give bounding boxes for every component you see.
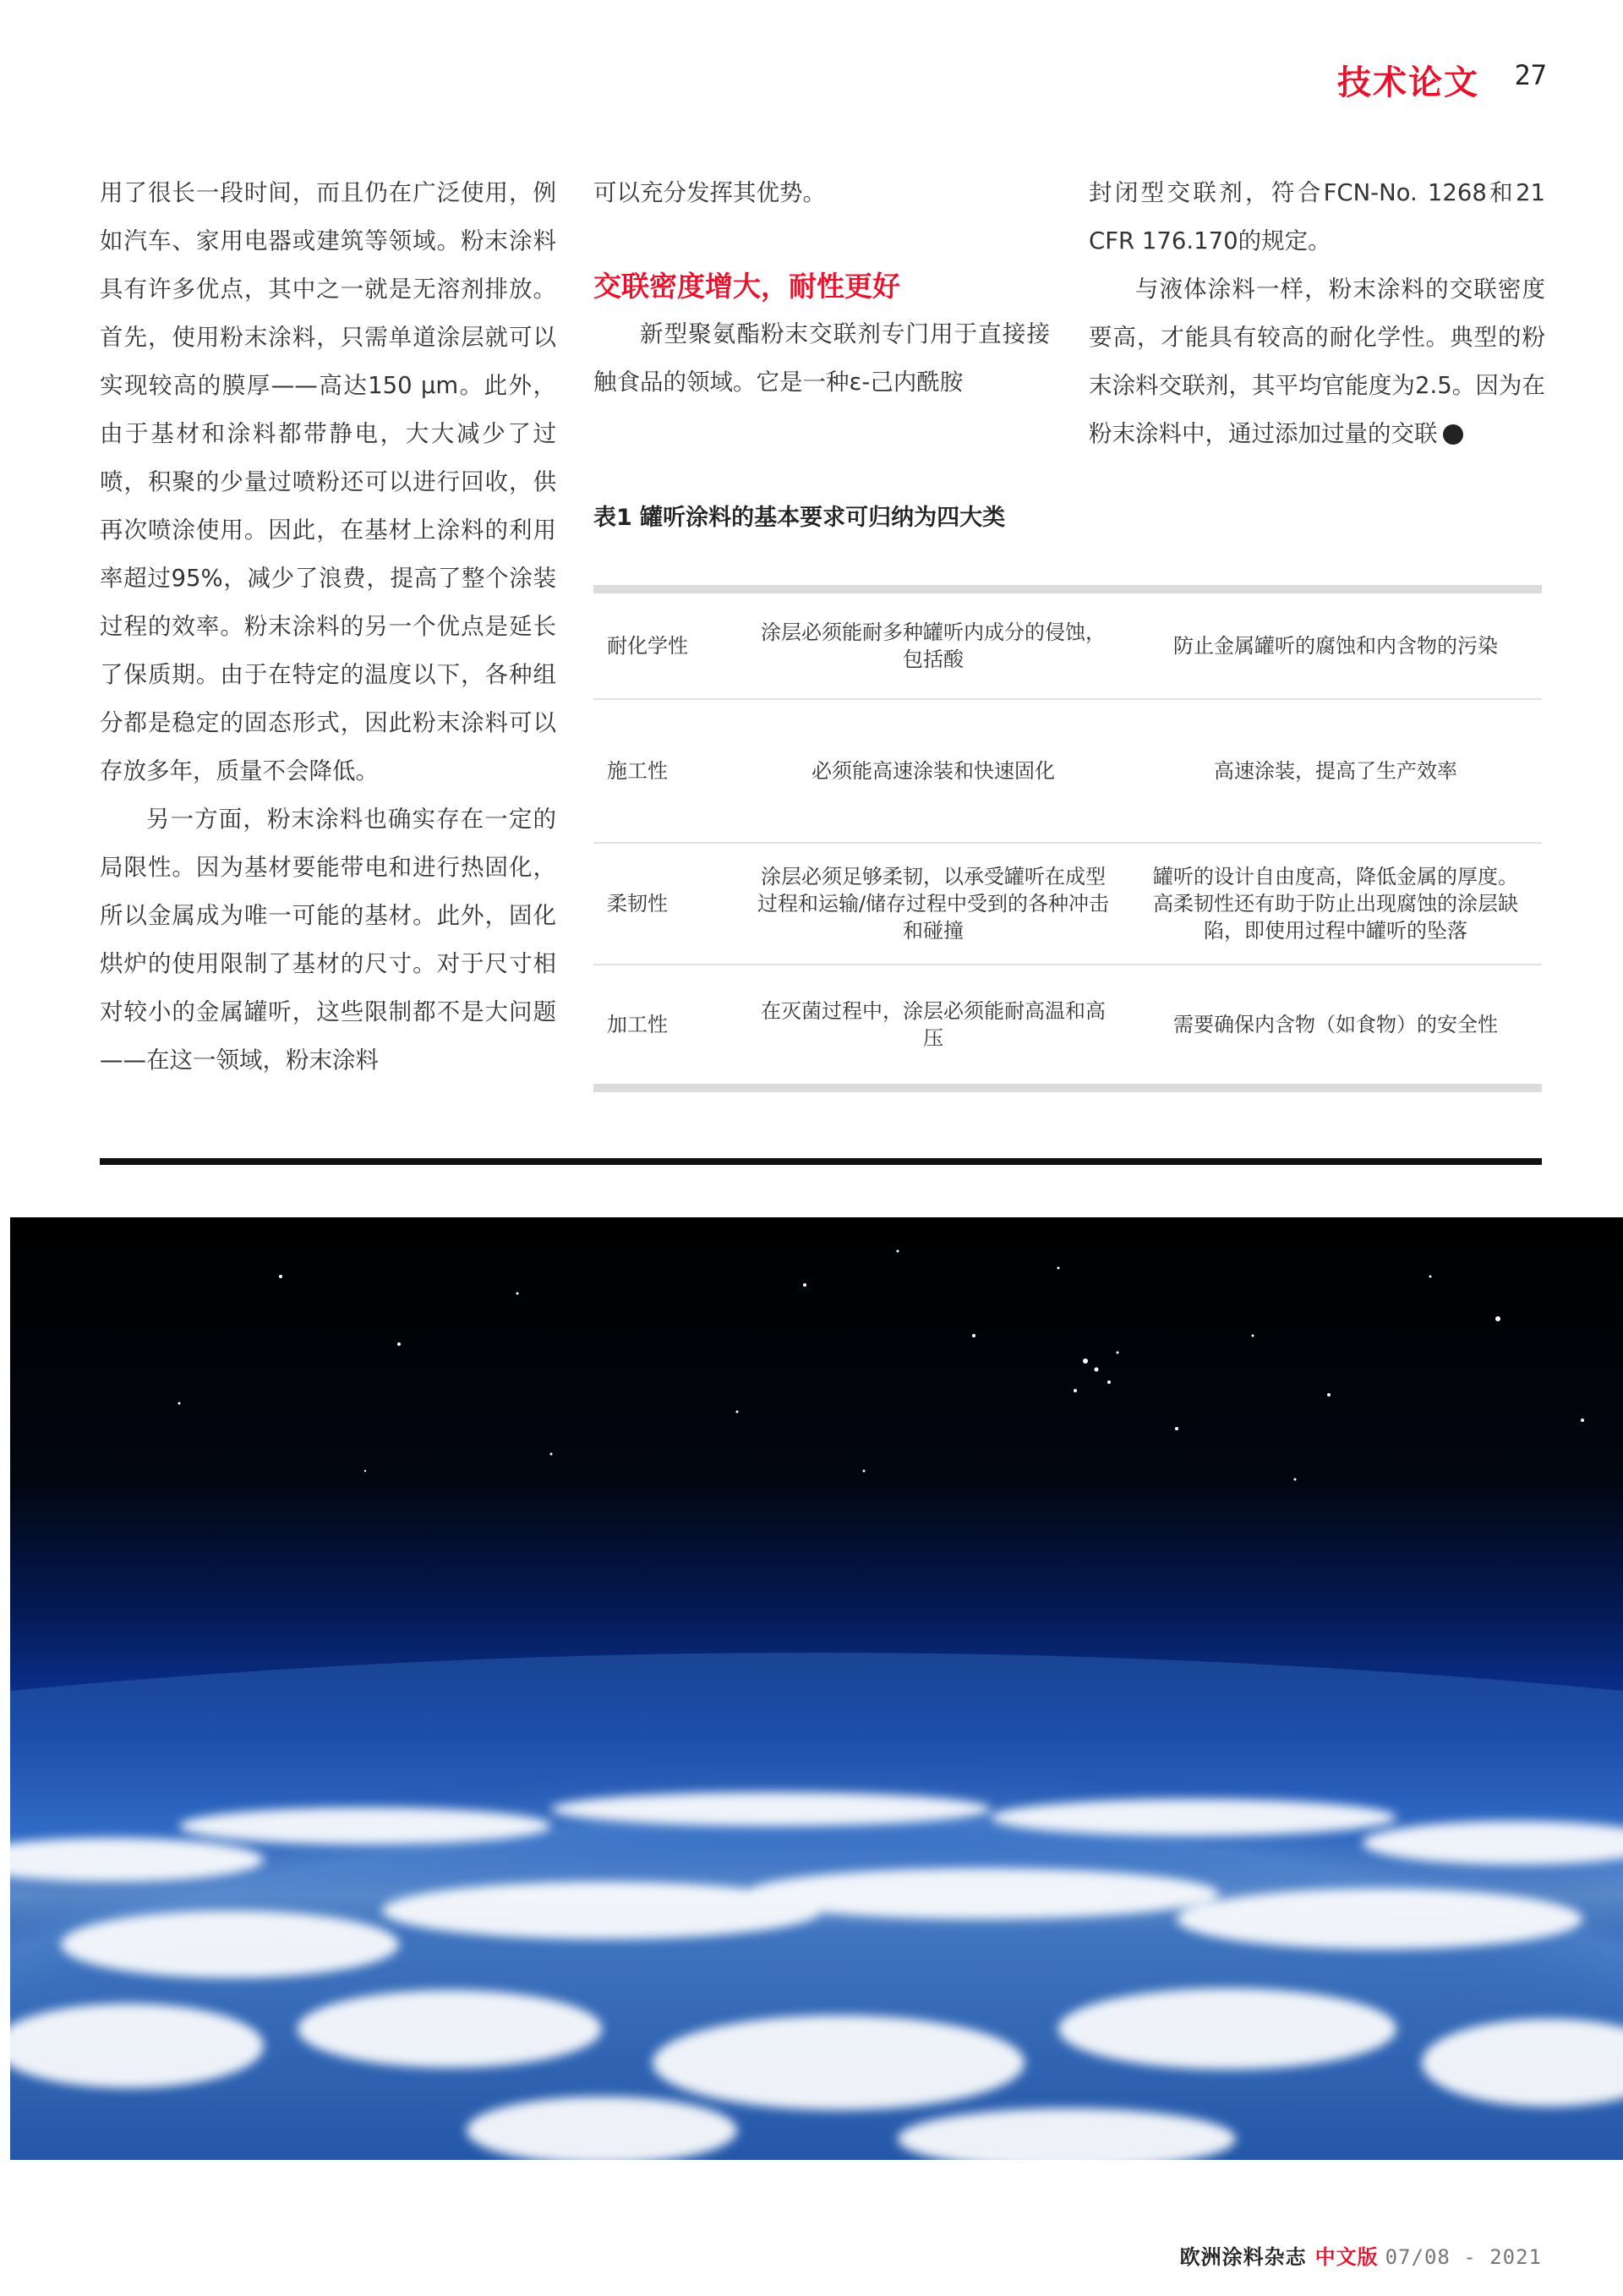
column-2-paragraph: 新型聚氨酯粉末交联剂专门用于直接接触食品的领域。它是一种ε-己内酰胺 xyxy=(593,320,1050,396)
table-row xyxy=(593,965,1542,1084)
table-cell-benefit: 防止金属罐听的腐蚀和内含物的污染 xyxy=(1173,634,1498,658)
footer xyxy=(1180,2240,1542,2270)
column-2 xyxy=(593,169,1050,407)
table-cell-category: 施工性 xyxy=(607,759,668,783)
edition-label: 中文版 xyxy=(1314,2245,1379,2269)
table-caption: 表1 罐听涂料的基本要求可归纳为四大类 xyxy=(593,505,1006,531)
table-cell-benefit: 需要确保内含物（如食物）的安全性 xyxy=(1173,1013,1498,1036)
arrow-right-circle-icon: › xyxy=(1443,424,1463,445)
column-1-paragraph-2: 另一方面，粉末涂料也确实存在一定的局限性。因为基材要能带电和进行热固化，所以金属成为唯一可能的基材。此外，固化烘炉的使用限制了基材的尺寸。对于尺寸相对较小的金属罐听，这些限制都不是大问题——在这一领域，粉末涂料 xyxy=(100,806,556,1074)
table-cell-requirement: 在灭菌过程中，涂层必须能耐高温和高压 xyxy=(761,999,1106,1050)
section-divider xyxy=(100,1158,1542,1165)
column-1 xyxy=(100,169,556,1085)
column-3-paragraph-2-text: 与液体涂料一样，粉末涂料的交联密度要高，才能具有较高的耐化学性。典型的粉末涂料交联剂，其平均官能度为2.5。因为在粉末涂料中，通过添加过量的交联 xyxy=(1089,276,1545,447)
table-cell-category: 柔韧性 xyxy=(607,892,668,916)
table-row xyxy=(593,700,1542,844)
table-row xyxy=(593,844,1542,965)
table-cell-requirement: 涂层必须能耐多种罐听内成分的侵蚀，包括酸 xyxy=(761,620,1106,671)
column-1-paragraph-1: 用了很长一段时间，而且仍在广泛使用，例如汽车、家用电器或建筑等领域。粉末涂料具有许多优点，其中之一就是无溶剂排放。首先，使用粉末涂料，只需单道涂层就可以实现较高的膜厚——高达150 µm。此外，由于基材和涂料都带静电，大大减少了过喷，积聚的少量过喷粉还可以进行回收，供再次喷涂使用。因此，在基材上涂料的利用率超过95%，减少了浪费，提高了整个涂装过程的效率。粉末涂料的另一个优点是延长了保质期。由于在特定的温度以下，各种组分都是稳定的固态形式，因此粉末涂料可以存放多年，质量不会降低。 xyxy=(100,179,556,784)
table-cell-requirement: 必须能高速涂装和快速固化 xyxy=(812,759,1055,783)
table-cell-category: 耐化学性 xyxy=(607,634,688,658)
column-2-intro: 可以充分发挥其优势。 xyxy=(593,179,826,206)
column-3-paragraph-1: 封闭型交联剂，符合FCN-No. 1268和21 CFR 176.170的规定。 xyxy=(1089,179,1545,254)
table-cell-benefit: 罐听的设计自由度高，降低金属的厚度。高柔韧性还有助于防止出现腐蚀的涂层缺陷，即使用过程中罐听的坠落 xyxy=(1153,865,1518,943)
page-number: 27 xyxy=(1514,59,1547,91)
table-cell-requirement: 涂层必须足够柔韧，以承受罐听在成型过程和运输/储存过程中受到的各种冲击和碰撞 xyxy=(757,865,1110,943)
requirements-table xyxy=(593,585,1542,1092)
issue-date: 07/08 - 2021 xyxy=(1385,2245,1542,2269)
column-3-paragraph-2 xyxy=(1089,265,1545,458)
magazine-name: 欧洲涂料杂志 xyxy=(1179,2245,1307,2269)
table-cell-category: 加工性 xyxy=(607,1013,668,1036)
table-cell-benefit: 高速涂装，提高了生产效率 xyxy=(1214,759,1457,783)
table-row xyxy=(593,593,1542,700)
section-title: 技术论文 xyxy=(1337,63,1479,102)
column-3 xyxy=(1089,169,1545,458)
earth-from-space-photo xyxy=(10,1217,1623,2160)
section-heading: 交联密度增大，耐性更好 xyxy=(593,270,900,303)
